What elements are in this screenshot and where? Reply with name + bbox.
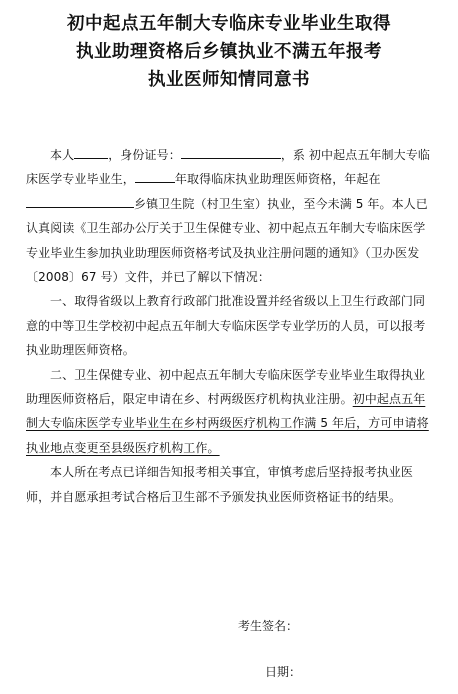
title-line-3: 执业医师知情同意书 [148,70,310,90]
item-2-underlined-text: 初中起点五年制大专临床医学专业毕业生在乡村两级医疗机构工作满 5 年后，方可申请将执业地点变更至县级医疗机构工作。 [26,392,429,455]
declaration-text-d: 年取得临床执业助理医师资格，年起在 [174,172,381,187]
date-label: 日期： [265,665,302,679]
declaration-text-c: ，系 初中起点五年制大专临床医学专业毕业生， [26,148,430,187]
declaration-text-a: 本人 [50,148,75,162]
declaration-text-e: 乡镇卫生院（村卫生室）执业，至今未满 5 年。本人已认真阅读《卫生部办公厅关于卫生保健专业、初中起点五年制大专临床医学专业毕业生参加执业助理医师资格考试及执业注册问题的通知》（卫办医发〔2008〕67 号）文件，并已了解以下情况： [26,196,428,285]
signature-label: 考生签名： [238,619,299,633]
item-2-text: 二、卫生保健专业、初中起点五年制大专临床医学专业毕业生取得执业助理医师资格后，限定申请在乡、村两级医疗机构执业注册。 [26,367,426,407]
workplace-blank[interactable] [26,193,134,208]
year-qualified-blank[interactable] [135,168,175,183]
paragraph-declaration [26,143,436,289]
title-line-1: 初中起点五年制大专临床专业毕业生取得 [67,14,391,34]
paragraph-commitment: 本人所在考点已详细告知报考相关事宜，审慎考虑后坚持报考执业医师，并自愿承担考试合格后卫生部不予颁发执业医师资格证书的结果。 [26,465,414,504]
document-title [0,10,458,94]
document-body [26,143,436,509]
title-line-2: 执业助理资格后乡镇执业不满五年报考 [76,42,382,62]
paragraph-item-1: 一、取得省级以上教育行政部门批准设置并经省级以上卫生行政部门同意的中等卫生学校初中起点五年制大专临床医学专业学历的人员，可以报考执业助理医师资格。 [26,294,426,358]
declaration-text-b: ，身份证号： [108,148,181,162]
id-number-blank[interactable] [181,144,281,159]
paragraph-item-2 [26,363,436,461]
name-blank[interactable] [74,144,108,159]
